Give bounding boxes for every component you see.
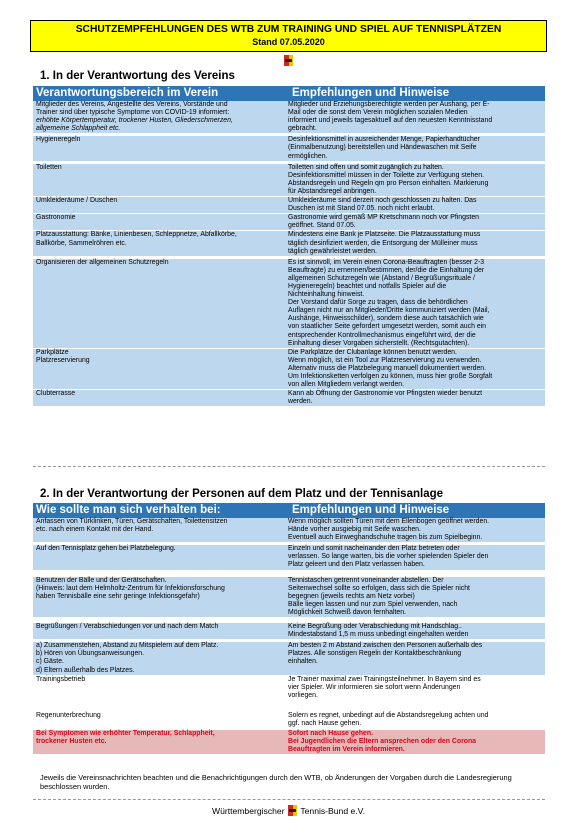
cell-line: entsprechender Kontrollmechanismus eingeführt wird, der die: [288, 331, 476, 339]
row-topic-cell: [33, 214, 285, 230]
cell-line: Trainer sind über typische Symptome von COVID-19 informiert:: [36, 109, 230, 117]
row-recommendation-cell: [285, 390, 545, 406]
section1-col1-header: Verantwortungsbereich im Verein: [36, 87, 219, 99]
cell-line: a) Zusammenstehen, Abstand zu Mitspielern auf dem Platz.: [36, 642, 219, 650]
cell-line: etc. nach einem Kontakt mit der Hand.: [36, 526, 154, 534]
row-topic-cell: [33, 712, 285, 728]
section1-table-header: [33, 86, 545, 101]
cell-line: Mindestabstand 1,5 m muss unbedingt eingehalten werden: [288, 631, 469, 639]
section2-table-row: [33, 730, 545, 754]
cell-line: Keine Begrüßung oder Verabschiedung mit Handschlag..: [288, 623, 462, 631]
cell-line: Alternativ muss die Platzbelegung manuell dokumentiert werden.: [288, 364, 487, 372]
section1-table-row: [33, 164, 545, 196]
row-recommendation-cell: [285, 349, 545, 357]
cell-line: (Hinweis: laut dem Helmholtz-Zentrum für Infektionsforschung: [36, 584, 225, 592]
cell-line: Anfassen von Türklinken, Türen, Gerätschaften, Toilettensitzen: [36, 518, 228, 525]
row-topic-cell: [33, 197, 285, 213]
section1-table-row: [33, 101, 545, 133]
section2-col1-header: Wie sollte man sich verhalten bei:: [36, 504, 221, 516]
cell-line: Platzreservierung: [36, 356, 90, 364]
row-topic-cell: [33, 349, 285, 357]
cell-line: Desinfektionsmittel müssen in der Toilette zur Verfügung stehen.: [288, 171, 484, 179]
row-recommendation-cell: [285, 577, 545, 617]
row-recommendation-cell: [285, 642, 545, 674]
section2-table-row: [33, 577, 545, 617]
cell-line: begegnen (jeweils rechts am Netz vorbei): [288, 592, 415, 600]
document-title: SCHUTZEMPFEHLUNGEN DES WTB ZUM TRAINING UND SPIEL AUF TENNISPLÄTZEN: [75, 24, 502, 35]
row-recommendation-cell: [285, 231, 545, 255]
cell-line: Hygieneregeln: [36, 136, 81, 144]
cell-line: täglich desinfiziert werden, die Entsorgung der Mülleiner muss: [288, 239, 478, 247]
section1-table-row: [33, 231, 545, 255]
cell-line: Seitenwechsel sollte so erfolgen, dass sich die Spieler nicht: [288, 584, 470, 592]
section1-heading: 1. In der Verantwortung des Vereins: [40, 70, 235, 82]
cell-line: Wenn möglich, ist ein Tool zur Platzreservierung zu verwenden.: [288, 356, 482, 364]
row-recommendation-cell: [285, 259, 545, 348]
section2-heading: 2. In der Verantwortung der Personen auf dem Platz und der Tennisanlage: [40, 488, 444, 500]
section1-table-row: [33, 390, 545, 406]
cell-line: von staatlicher Seite gefordert umgesetzt werden, somit auch ein: [288, 323, 487, 331]
section2-table-row: [33, 676, 545, 700]
cell-line: Die Parkplätze der Clubanlage können benutzt werden.: [288, 348, 457, 356]
cell-line: Aushänge, Hinweisschilder), sondern diese auch tatsächlich wie: [288, 315, 484, 323]
cell-line: Beauftragte) zu ernennen/bestimmen, der/die die Einhaltung der: [288, 266, 485, 274]
section2-table-row: [33, 642, 545, 674]
row-topic-cell: [33, 231, 285, 255]
row-topic-cell: [33, 259, 285, 348]
cell-line: Hygieneregeln) beachtet und notfalls Spieler auf die: [288, 282, 447, 290]
cell-line: Es ist sinnvoll, im Verein einen Corona-Beauftragten (besser 2-3: [288, 258, 485, 266]
cell-line: täglich gewährleistet werden.: [288, 247, 377, 255]
cell-line: Je Trainer maximal zwei Trainingsteilnehmer. In Bayern sind es: [288, 675, 481, 683]
section2-table-row: [33, 518, 545, 542]
cell-line: Ballkörbe, Sammelröhren etc.: [36, 239, 127, 247]
row-topic-cell: [33, 577, 285, 617]
section2-table-row: [33, 545, 545, 569]
section1-table: [33, 86, 545, 406]
row-topic-cell: [33, 357, 285, 389]
cell-line: Solern es regnet, unbedingt auf die Abstandsregelung achten und: [288, 711, 489, 719]
section-divider: [33, 466, 545, 467]
cell-line: Bei Jugendlichen die Eltern ansprechen oder den Corona: [288, 738, 476, 746]
section2-table-header: [33, 503, 545, 518]
cell-line: Nichteinhaltung hinweist.: [288, 291, 365, 299]
cell-line: Mindestens eine Bank je Platzseite. Die Platzausstattung muss: [288, 231, 481, 239]
section2-table-row: [33, 623, 545, 639]
cell-line: Clubterrasse: [36, 390, 76, 398]
footer-left-text: Württembergischer: [211, 805, 285, 816]
cell-line: einhalten.: [288, 658, 318, 666]
cell-line: Einzeln und somit nacheinander den Platz betreten oder: [288, 545, 460, 553]
row-recommendation-cell: [285, 214, 545, 230]
row-recommendation-cell: [285, 101, 545, 133]
section1-table-row: [33, 259, 545, 348]
cell-line: Platz geleert und den Platz verlassen haben.: [288, 561, 425, 569]
cell-line: vier Spieler. Wir informieren sie sofort wenn Änderungen: [288, 683, 461, 691]
section1-col2-header: Empfehlungen und Hinweise: [292, 87, 450, 99]
cell-line: Toiletten: [36, 163, 62, 171]
cell-line: ggf. nach Hause gehen.: [288, 719, 362, 727]
document-date: Stand 07.05.2020: [252, 37, 325, 47]
row-recommendation-cell: [285, 357, 545, 389]
cell-line: ermöglichen.: [288, 152, 328, 160]
row-recommendation-cell: [285, 197, 545, 213]
row-topic-cell: [33, 390, 285, 406]
cell-line: Kann ab Öffnung der Gastronomie vor Pfingsten wieder benutzt: [288, 390, 483, 398]
cell-line: Beauftragten im Verein informieren.: [288, 746, 405, 754]
cell-line: Duschen ist mit Stand 07.05. noch nicht erlaubt.: [288, 205, 435, 213]
cell-line: Parkplätze: [36, 348, 69, 356]
cell-line: Gastronomie wird gemäß MP Kretschmann noch vor Pfingsten: [288, 214, 479, 222]
cell-line: (Einmalbenutzung) bereitstellen und Händewaschen mit Seife: [288, 144, 477, 152]
row-recommendation-cell: [285, 518, 545, 542]
cell-line: Mitglieder des Vereins, Angestellte des Vereins, Vorstände und: [36, 101, 228, 108]
row-topic-cell: [33, 164, 285, 196]
section1-table-row: [33, 357, 545, 389]
document-title-box: [30, 20, 547, 52]
cell-line: informiert und jeweils tagesaktuell auf den neuesten Kenntnisstand: [288, 117, 493, 125]
cell-line: Umkleideräume sind derzeit noch geschlossen zu halten. Das: [288, 197, 477, 205]
cell-line: Der Vorstand dafür Sorge zu tragen, dass die behördlichen: [288, 299, 468, 307]
footnote: Jeweils die Vereinsnachrichten beachten und die Benachrichtigungen durch den WTB, ob Änderungen der Vorgaben durch die Landesregierung beschlossen wurden.: [40, 773, 512, 791]
cell-line: Regenunterbrechung: [36, 711, 101, 719]
row-topic-cell: [33, 101, 285, 133]
section1-table-row: [33, 197, 545, 213]
cell-line: Toiletten sind offen und somit zugänglich zu halten.: [288, 163, 444, 171]
row-recommendation-cell: [285, 676, 545, 700]
row-topic-cell: [33, 676, 285, 700]
cell-line: Um Infektionsketten verfolgen zu können, muss hier große Sorgfalt: [288, 373, 493, 380]
row-topic-cell: [33, 730, 285, 754]
row-topic-cell: [33, 545, 285, 569]
cell-line: Abstandsregeln und Regeln qm pro Person einhalten. Markierung: [288, 179, 489, 187]
cell-line: für Abstandsregel anbringen.: [288, 187, 377, 195]
cell-line: geöffnet. Stand 07.05.: [288, 222, 356, 230]
wtb-crest-icon: [288, 805, 297, 816]
row-topic-cell: [33, 642, 285, 674]
cell-line: Bei Symptomen wie erhöhter Temperatur, Schlappheit,: [36, 730, 215, 738]
cell-line: Gastronomie: [36, 214, 76, 222]
cell-line: Trainingsbetrieb: [36, 675, 86, 683]
section1-table-row: [33, 349, 545, 357]
cell-line: Mail oder die sonst dem Verein möglichen sozialen Medien: [288, 109, 468, 117]
cell-line: Sofort nach Hause gehen.: [288, 730, 373, 738]
cell-line: Hände vorher ausgiebig mit Seife waschen.: [288, 526, 421, 534]
cell-line: vorliegen.: [288, 691, 318, 699]
cell-line: erhöhte Körpertemperatur, trockener Husten, Gliederschmerzen,: [36, 117, 233, 125]
cell-line: Benutzen der Bälle und der Gerätschaften.: [36, 576, 167, 584]
row-recommendation-cell: [285, 623, 545, 639]
cell-line: Organisieren der allgemeinen Schutzregeln: [36, 258, 169, 266]
row-topic-cell: [33, 623, 285, 639]
cell-line: haben Tennisbälle eine sehr geringe Infektionsgefahr): [36, 592, 200, 600]
cell-line: Begrüßungen / Verabschiedungen vor und nach dem Match: [36, 623, 219, 631]
wtb-crest-icon: [284, 55, 293, 66]
section2-col2-header: Empfehlungen und Hinweise: [292, 504, 450, 516]
cell-line: Möglichkeit Schweiß davon fernhalten.: [288, 608, 406, 616]
section1-table-row: [33, 214, 545, 230]
cell-line: Platzes. Alle sonstigen Regeln der Kontaktbeschränkung: [288, 650, 462, 658]
cell-line: Einhaltung dieser Vorgaben sicherstellt. (Rechtsgutachten).: [288, 339, 470, 347]
footer: [0, 805, 577, 816]
cell-line: Auf den Tennisplatz gehen bei Platzbelegung.: [36, 545, 176, 553]
cell-line: allgemeinen Schutzregeln wie (Abstand / Begrüßungsrituale /: [288, 274, 475, 282]
cell-line: allgemeine Schlappheit etc.: [36, 125, 121, 133]
cell-line: von allen Mitgliedern verlangt werden.: [288, 381, 405, 389]
row-topic-cell: [33, 136, 285, 160]
cell-line: Wenn möglich sollten Türen mit dem Ellenbogen geöffnet werden.: [288, 518, 490, 525]
row-recommendation-cell: [285, 730, 545, 754]
cell-line: d) Eltern außerhalb des Platzes.: [36, 666, 135, 674]
cell-line: Bälle liegen lassen und nur zum Spiel verwenden, nach: [288, 600, 458, 608]
section2-table-row: [33, 712, 545, 728]
cell-line: Umkleideräume / Duschen: [36, 197, 118, 205]
row-recommendation-cell: [285, 545, 545, 569]
row-recommendation-cell: [285, 712, 545, 728]
cell-line: gebracht.: [288, 125, 317, 133]
row-topic-cell: [33, 518, 285, 542]
footer-divider: [33, 799, 545, 800]
footer-right-text: Tennis-Bund e.V.: [300, 805, 366, 816]
cell-line: Am besten 2 m Abstand zwischen den Personen außerhalb des: [288, 642, 483, 650]
cell-line: werden.: [288, 398, 313, 406]
cell-line: Desinfektionsmittel in ausreichender Menge, Papierhandtücher: [288, 136, 480, 144]
section1-table-row: [33, 136, 545, 160]
section2-table: [33, 503, 545, 754]
cell-line: trockener Husten etc.: [36, 738, 107, 746]
cell-line: Mitglieder und Erziehungsberechtigte werden per Aushang, per E-: [288, 101, 490, 108]
cell-line: verlassen. So lange warten, bis die vorher spielenden Spieler den: [288, 553, 489, 561]
cell-line: Platzausstattung: Bänke, Linienbesen, Schleppnetze, Abfallkörbe,: [36, 231, 237, 239]
cell-line: Tennistaschen getrennt voneinander abstellen. Der: [288, 576, 444, 584]
row-recommendation-cell: [285, 164, 545, 196]
cell-line: Eventuell auch Einweghandschuhe tragen bis zum Spielbeginn.: [288, 534, 483, 542]
cell-line: Auflagen nicht nur an Mitglieder/Dritte kommuniziert werden (Mail,: [288, 307, 490, 315]
cell-line: c) Gäste.: [36, 658, 64, 666]
cell-line: b) Hören von Übungsanweisungen.: [36, 650, 145, 658]
row-recommendation-cell: [285, 136, 545, 160]
